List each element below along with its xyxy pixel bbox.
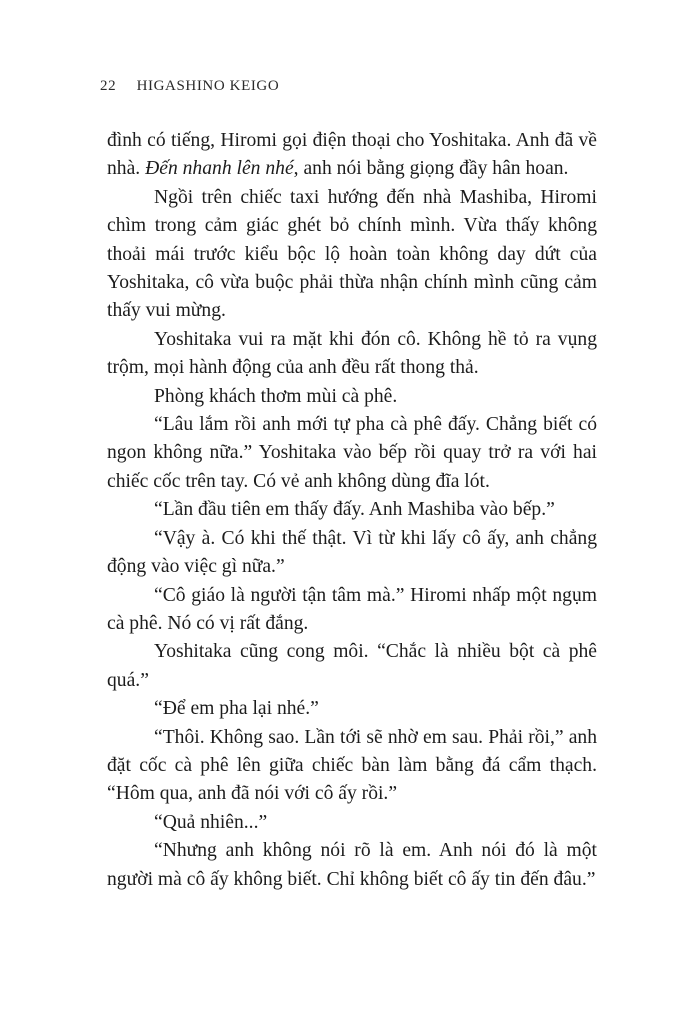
paragraph (107, 809, 597, 837)
paragraph (107, 525, 597, 582)
text-run: “Lâu lắm rồi anh mới tự pha cà phê đấy. Chẳng biết có ngon không nữa.” Yoshitaka vào bếp rồi quay trở ra với hai chiếc cốc trên tay. Có vẻ anh không dùng đĩa lót. (107, 414, 597, 492)
text-run: “Nhưng anh không nói rõ là em. Anh nói đó là một người mà cô ấy không biết. Chỉ không biết cô ấy tin đến đâu.” (107, 840, 597, 890)
italic-text-run: Đến nhanh lên nhé (145, 158, 294, 180)
paragraph (107, 411, 597, 496)
running-header (100, 78, 279, 95)
text-run: Yoshitaka vui ra mặt khi đón cô. Không hề tỏ ra vụng trộm, mọi hành động của anh đều rất thong thả. (107, 328, 597, 379)
text-run: “Lần đầu tiên em thấy đấy. Anh Mashiba vào bếp.” (154, 499, 555, 521)
paragraph (107, 724, 597, 809)
paragraph (107, 184, 597, 326)
paragraph (107, 837, 597, 894)
paragraph (107, 127, 597, 184)
author-name: HIGASHINO KEIGO (136, 78, 280, 94)
text-run: “Để em pha lại nhé.” (154, 698, 319, 720)
body-text (107, 127, 597, 894)
paragraph (107, 638, 597, 695)
text-run: “Thôi. Không sao. Lần tới sẽ nhờ em sau. Phải rồi,” anh đặt cốc cà phê lên giữa chiếc bàn làm bằng đá cẩm thạch. “Hôm qua, anh đã nói với cô ấy rồi.” (107, 726, 597, 805)
paragraph (107, 326, 597, 383)
paragraph (107, 695, 597, 723)
page-number: 22 (100, 78, 117, 94)
text-run: , anh nói bằng giọng đầy hân hoan. (293, 158, 569, 180)
paragraph (107, 496, 597, 524)
text-run: “Cô giáo là người tận tâm mà.” Hiromi nhấp một ngụm cà phê. Nó có vị rất đắng. (107, 584, 597, 634)
paragraph (107, 383, 597, 411)
text-run: Ngồi trên chiếc taxi hướng đến nhà Mashiba, Hiromi chìm trong cảm giác ghét bỏ chính mình. Vừa thấy không thoải mái trước kiểu bộc lộ hoàn toàn không day dứt của Yoshitaka, cô vừa buộc phải thừa nhận chính mình cũng cảm thấy vui mừng. (107, 186, 597, 322)
text-run: “Vậy à. Có khi thế thật. Vì từ khi lấy cô ấy, anh chẳng động vào việc gì nữa.” (107, 527, 597, 578)
text-run: Yoshitaka cũng cong môi. “Chắc là nhiều bột cà phê quá.” (107, 641, 597, 691)
text-run: đình có tiếng, Hiromi gọi điện thoại cho Yoshitaka. Anh đã về nhà. (107, 130, 597, 180)
paragraph (107, 582, 597, 639)
text-run: “Quả nhiên...” (154, 811, 268, 833)
text-run: Phòng khách thơm mùi cà phê. (154, 385, 398, 407)
